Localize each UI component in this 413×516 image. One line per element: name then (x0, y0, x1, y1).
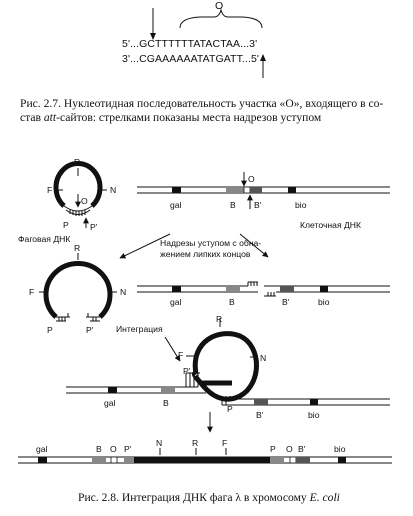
final-label-bio: bio (334, 444, 346, 454)
caption-fig-2-8: Рис. 2.8. Интеграция ДНК фага λ в хромосому E. coli (78, 491, 340, 504)
brace-label: O (215, 0, 224, 12)
sequence-block (120, 0, 320, 80)
phage1-label-R: R (74, 157, 81, 167)
caption-fig-2-7 (20, 97, 405, 125)
bacterial-dna-2 (137, 282, 390, 296)
phage2-label-F: F (29, 287, 35, 297)
final-label-N: N (156, 438, 163, 448)
bac2-label-bio: bio (318, 297, 330, 307)
bac1-label-Bprime: B' (254, 200, 262, 210)
phage2-label-N: N (120, 287, 127, 297)
bac1-label-B: B (230, 200, 236, 210)
caption-27-line-2: став att-сайтов: стрелками показаны места надрезов уступом (20, 111, 322, 124)
final-label-gal: gal (36, 444, 48, 454)
phage1-label-O: O (81, 196, 88, 206)
final-label-B: B (96, 444, 102, 454)
integration-diagram (0, 140, 413, 480)
final-label-P: P (270, 444, 276, 454)
bac3-label-bio: bio (308, 410, 320, 420)
phage1-label-N: N (110, 185, 117, 195)
att-italic: att (43, 111, 57, 124)
bac2-label-Bprime: B' (282, 297, 290, 307)
int-label-F: F (178, 350, 184, 360)
bac1-label-gal: gal (170, 200, 182, 210)
caption-27-line-1: Рис. 2.7. Нуклеотидная последовательность участка «О», входящего в со- (20, 97, 384, 110)
integration-label: Интеграция (116, 324, 163, 334)
phage1-label-Pprime: P' (90, 222, 98, 232)
phage2-label-Pprime: P' (86, 325, 94, 335)
phage2-label-R: R (74, 243, 81, 253)
bac1-label-bio: bio (295, 200, 307, 210)
bac2-label-gal: gal (170, 297, 182, 307)
int-label-R: R (216, 314, 223, 324)
int-label-Pprime: P' (183, 366, 191, 376)
bac3-label-Bprime: B' (256, 410, 264, 420)
phage-dna-label: Фаговая ДНК (18, 234, 71, 244)
bac3-label-B: B (163, 398, 169, 408)
phage1-label-P: P (63, 220, 69, 230)
nicks-label-line2: жением липких концов (160, 249, 251, 259)
cell-dna-label: Клеточная ДНК (300, 220, 362, 230)
bac1-label-O: O (248, 174, 255, 184)
final-label-R: R (192, 438, 199, 448)
final-label-F: F (222, 438, 228, 448)
nicks-label-line1: Надрезы уступом с обна- (160, 238, 262, 248)
phage2-label-P: P (47, 325, 53, 335)
sequence-line-2: 3'...CGAAAAAATATGATT...5' (122, 53, 260, 65)
final-label-O1: O (110, 444, 117, 454)
bac3-label-gal: gal (104, 398, 116, 408)
final-label-Bprime: B' (298, 444, 306, 454)
ecoli-italic: E. coli (309, 491, 340, 504)
sequence-line-1: 5'...GCTTTTTTATACTAA...3' (122, 38, 258, 50)
bac2-label-B: B (229, 297, 235, 307)
int-label-P: P (227, 404, 233, 414)
final-label-O2: O (286, 444, 293, 454)
phage1-label-F: F (47, 185, 53, 195)
final-label-Pprime: P' (124, 444, 132, 454)
int-label-N: N (260, 353, 267, 363)
phage-circle-2 (39, 253, 117, 321)
